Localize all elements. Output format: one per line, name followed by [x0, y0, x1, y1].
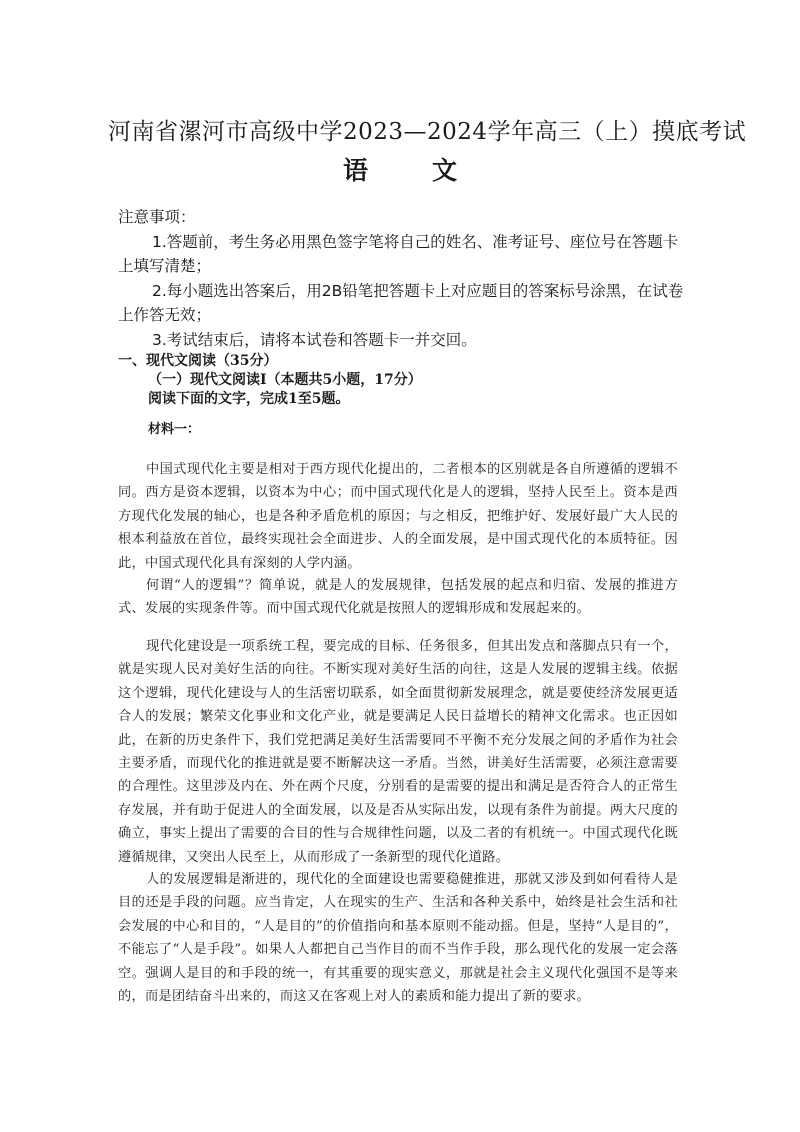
notes-item: 1.答题前，考生务必用黑色签字笔将自己的姓名、准考证号、座位号在答题卡上填写清楚；: [118, 232, 679, 275]
notes-item: 3.考试结束后，请将本试卷和答题卡一并交回。: [152, 330, 477, 349]
material-label: 材料一：: [148, 422, 201, 437]
body-paragraph: 现代化建设是一项系统工程，要完成的目标、任务很多，但其出发点和落脚点只有一个，就是实现人民对美好生活的向往。不断实现对美好生活的向往，这是人发展的逻辑主线。依据这个逻辑，现代化建设与人的生活密切联系，如全面贯彻新发展理念，就是要使经济发展更适合人的发展；繁荣文化事业和文化产业，就是要满足人民日益增长的精神文化需求。也正因如此，在新的历史条件下，我们党把满足美好生活需要同不平衡不充分发展之间的矛盾作为社会主要矛盾，而现代化的推进就是要不断解决这一矛盾。当然，讲美好生活需要，必须注意需要的合理性。这里涉及内在、外在两个尺度，分别看的是需要的提出和满足是否符合人的正常生存发展，并有助于促进人的全面发展，以及是否从实际出发，以现有条件为前提。两大尺度的确立，事实上提出了需要的合目的性与合规律性问题，以及二者的有机统一。中国式现代化既遵循规律，又突出人民至上，从而形成了一条新型的现代化道路。: [118, 639, 678, 865]
body-paragraph: 中国式现代化主要是相对于西方现代化提出的，二者根本的区别就是各自所遵循的逻辑不同。西方是资本逻辑，以资本为中心；而中国式现代化是人的逻辑，坚持人民至上。资本是西方现代化发展的轴心，也是各种矛盾危机的原因；与之相反，把维护好、发展好最广大人民的根本利益放在首位，最终实现社会全面进步、人的全面发展，是中国式现代化的本质特征。因此，中国式现代化具有深刻的人学内涵。: [118, 462, 678, 571]
body-paragraph: 何谓“人的逻辑”？简单说，就是人的发展规律，包括发展的起点和归宿、发展的推进方式、发展的实现条件等。而中国式现代化就是按照人的逻辑形成和发展起来的。: [118, 578, 678, 617]
section-header: [118, 352, 678, 409]
body-paragraph: 人的发展逻辑是渐进的，现代化的全面建设也需要稳健推进，那就又涉及到如何看待人是目的还是手段的问题。应当肯定，人在现实的生产、生活和各种关系中，始终是社会生活和社会发展的中心和目的，“人是目的”的价值指向和基本原则不能动摇。但是，坚持“人是目的”，不能忘了“人是手段”。如果人人都把自己当作目的而不当作手段，那么现代化的发展一定会落空。强调人是目的和手段的统一，有其重要的现实意义，那就是社会主义现代化强国不是等来的，而是团结奋斗出来的，而这又在客观上对人的素质和能力提出了新的要求。: [118, 872, 678, 1005]
exam-title: 河南省漯河市高级中学2023—2024学年高三（上）摸底考试: [108, 119, 747, 145]
section-instruction: 阅读下面的文字，完成1至5题。: [148, 391, 350, 407]
exam-notes: [118, 205, 688, 352]
section-subtitle: （一）现代文阅读Ⅰ（本题共5小题，17分）: [148, 372, 422, 388]
section-title: 一、现代文阅读（35分）: [118, 353, 278, 369]
notes-item: 2.每小题选出答案后，用2B铅笔把答题卡上对应题目的答案标号涂黑，在试卷上作答无效；: [118, 281, 684, 324]
subject-title: 语文: [342, 156, 521, 185]
notes-heading: 注意事项：: [118, 208, 196, 226]
